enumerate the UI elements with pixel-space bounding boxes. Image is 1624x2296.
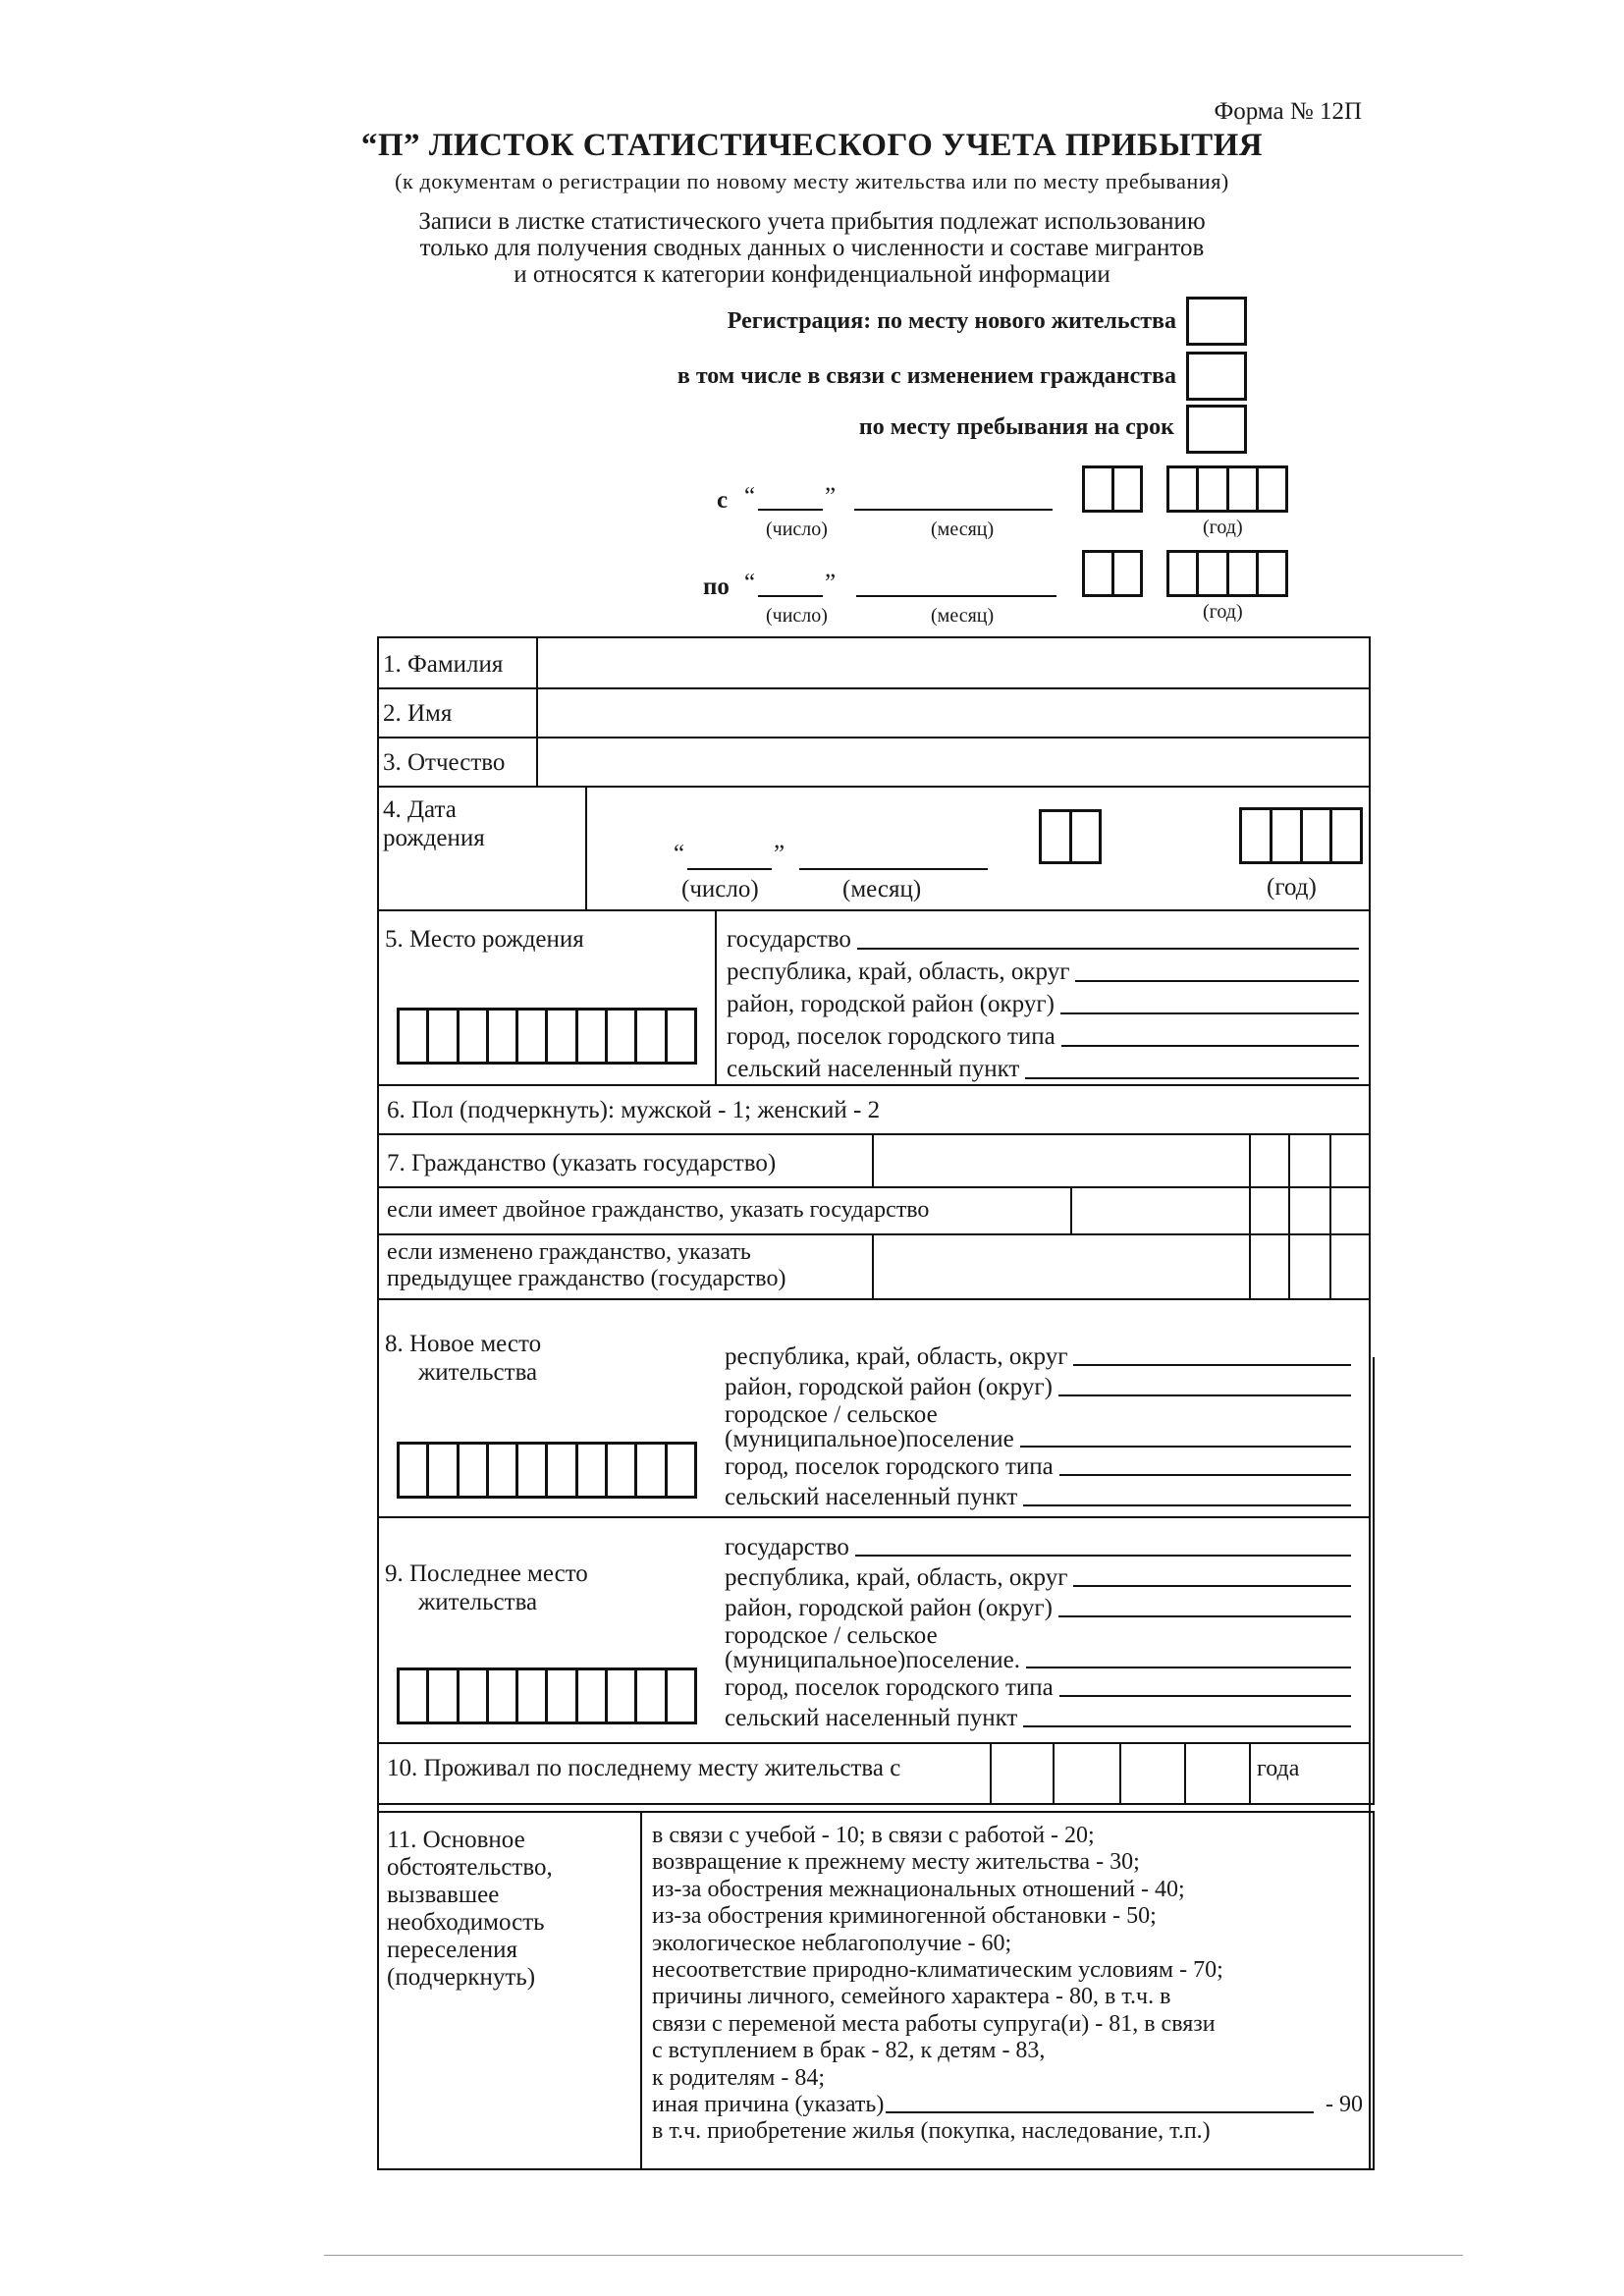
reason-option[interactable]: возвращение к прежнему месту жительства - 30;	[652, 1849, 1140, 1876]
registration-stay-label: по месту пребывания на срок	[858, 414, 1174, 440]
code-divider	[1329, 1133, 1331, 1298]
row-divider	[377, 909, 1371, 911]
new-residence-label	[385, 1330, 541, 1387]
reason-option[interactable]: к родителям - 84;	[652, 2064, 826, 2091]
line-blank[interactable]	[1023, 1504, 1351, 1506]
new-residence-line[interactable]	[725, 1427, 1357, 1451]
last-residence-line[interactable]	[725, 1532, 1357, 1562]
quote-close: ”	[774, 841, 785, 867]
reason-option[interactable]: в связи с учебой - 10; в связи с работой - 20;	[652, 1823, 1095, 1848]
birth-place-line[interactable]	[727, 956, 1365, 988]
from-prefix: с	[717, 487, 729, 514]
reason-options	[652, 1823, 1363, 2146]
new-residence-line[interactable]	[725, 1482, 1357, 1512]
name-label: 2. Имя	[383, 700, 453, 727]
birth-place-line[interactable]	[727, 923, 1365, 956]
birth-place-line[interactable]	[727, 988, 1365, 1020]
row-divider	[377, 1516, 1371, 1518]
birth-month-field[interactable]	[799, 868, 988, 870]
line-blank[interactable]	[1073, 1585, 1351, 1587]
line-label: район, городской район (округ)	[725, 1595, 1053, 1621]
reason-option[interactable]: причины личного, семейного характера - 80, в т.ч. в	[652, 1984, 1171, 2010]
notice-line: и относятся к категории конфиденциальной информации	[514, 261, 1110, 288]
registration-citizenship-label: в том числе в связи с изменением гражданства	[677, 363, 1176, 389]
reason-label-line: необходимость	[387, 1909, 545, 1936]
birth-day-caption: (число)	[681, 876, 759, 902]
quote-close: ”	[825, 570, 837, 596]
new-residence-label-line: 8. Новое место	[385, 1331, 542, 1357]
birth-month-caption: (месяц)	[842, 876, 922, 902]
new-residence-line[interactable]	[725, 1451, 1357, 1482]
birth-date-label-line: 4. Дата	[383, 796, 457, 823]
birth-place-label: 5. Место рождения	[385, 926, 584, 953]
form-subtitle: (к документам о регистрации по новому месту жительства или по месту пребывания)	[395, 169, 1229, 193]
new-residence-line[interactable]	[725, 1341, 1357, 1372]
from-day-caption: (число)	[766, 519, 828, 540]
last-residence-line[interactable]	[725, 1672, 1357, 1703]
other-reason-label: иная причина (указать)	[652, 2092, 885, 2118]
from-month-caption: (месяц)	[931, 519, 995, 540]
citizenship-field[interactable]	[874, 1135, 1247, 1186]
reason-label-line: 11. Основное	[387, 1827, 525, 1853]
line-label: государство	[727, 926, 851, 953]
form-title: “П” ЛИСТОК СТАТИСТИЧЕСКОГО УЧЕТА ПРИБЫТИЯ	[360, 128, 1264, 163]
from-year-cells[interactable]	[1166, 465, 1288, 513]
last-residence-line[interactable]	[725, 1593, 1357, 1623]
birth-place-lines	[727, 923, 1365, 1085]
to-day-caption: (число)	[766, 605, 828, 627]
changed-citizenship-line: предыдущее гражданство (государство)	[387, 1266, 786, 1291]
name-field[interactable]	[538, 689, 1369, 737]
notice-line: Записи в листке статистического учета прибытия подлежат использованию	[418, 208, 1206, 235]
dual-citizenship-field[interactable]	[1072, 1188, 1247, 1233]
last-residence-label	[385, 1559, 588, 1616]
birth-date-label	[383, 795, 485, 852]
sex-field[interactable]: 6. Пол (подчеркнуть): мужской - 1; женский - 2	[387, 1097, 881, 1123]
line-blank[interactable]	[1059, 1474, 1351, 1476]
line-blank[interactable]	[855, 1555, 1351, 1557]
last-residence-line[interactable]	[725, 1648, 1357, 1672]
line-label: город, поселок городского типа	[725, 1453, 1054, 1480]
line-label: республика, край, область, округ	[725, 1343, 1068, 1370]
table-bottom-border	[377, 2168, 1375, 2170]
line-label: сельский населенный пункт	[727, 1056, 1020, 1082]
surname-label: 1. Фамилия	[383, 651, 504, 678]
last-residence-lines	[725, 1532, 1357, 1733]
new-residence-label-line: жительства	[418, 1359, 538, 1386]
to-day-field[interactable]	[758, 595, 823, 597]
reason-label	[387, 1827, 553, 1992]
confidentiality-notice	[0, 208, 1624, 288]
last-residence-label-line: жительства	[418, 1589, 538, 1615]
line-blank[interactable]	[1058, 1615, 1351, 1617]
line-label: республика, край, область, округ	[727, 958, 1070, 985]
reason-label-line: вызвавшее	[387, 1882, 500, 1908]
line-label: (муниципальное)поселение	[725, 1426, 1014, 1452]
registration-new-residence-label: Регистрация: по месту нового жительства	[727, 308, 1176, 334]
divider	[640, 1811, 642, 2168]
other-reason-code: - 90	[1326, 2092, 1363, 2118]
from-month-cells[interactable]	[1082, 465, 1143, 513]
quote-close: ”	[825, 483, 837, 510]
table-left-border	[377, 636, 379, 2170]
birth-place-code-cells[interactable]	[397, 1008, 697, 1065]
row-divider	[377, 1084, 1371, 1086]
birth-day-field[interactable]	[687, 868, 772, 870]
line-blank[interactable]	[1060, 1012, 1359, 1014]
birth-place-line[interactable]	[727, 1053, 1365, 1085]
to-month-field[interactable]	[856, 595, 1056, 597]
to-month-cells[interactable]	[1082, 550, 1143, 597]
line-blank[interactable]	[1025, 1077, 1359, 1079]
birth-year-caption: (год)	[1267, 874, 1317, 901]
line-label: район, городской район (округ)	[725, 1374, 1053, 1400]
code-divider	[1249, 1133, 1251, 1298]
years-word: года	[1257, 1756, 1300, 1781]
registration-stay-checkbox[interactable]	[1186, 405, 1247, 454]
reason-option[interactable]: в т.ч. приобретение жилья (покупка, наследование, т.п.)	[652, 2118, 1211, 2145]
birth-year-cells[interactable]	[1239, 807, 1363, 864]
year-cell-divider	[1249, 1742, 1251, 1803]
row-divider	[377, 786, 1371, 788]
quote-open: “	[744, 570, 756, 596]
registration-citizenship-checkbox[interactable]	[1186, 352, 1247, 401]
dual-citizenship-label: если имеет двойное гражданство, указать государство	[387, 1197, 930, 1223]
line-label: (муниципальное)поселение.	[725, 1647, 1021, 1673]
form-number: Форма № 12П	[1214, 98, 1362, 125]
surname-field[interactable]	[538, 638, 1369, 687]
page-bottom-rule	[324, 2255, 1463, 2256]
line-label: республика, край, область, округ	[725, 1564, 1068, 1591]
other-reason-row[interactable]	[652, 2092, 1363, 2118]
from-year-caption: (год)	[1203, 517, 1243, 538]
divider	[585, 786, 587, 909]
quote-open: “	[674, 841, 685, 867]
reason-option[interactable]: из-за обострения криминогенной обстановки - 50;	[652, 1903, 1157, 1930]
from-month-field[interactable]	[854, 509, 1053, 511]
reason-right-border	[1373, 1811, 1375, 2168]
other-reason-field[interactable]	[886, 2111, 1314, 2113]
birth-date-label-line: рождения	[383, 825, 485, 851]
line-label: городское / сельское	[725, 1401, 938, 1428]
code-divider	[1288, 1133, 1290, 1298]
table-right-border	[1369, 636, 1371, 2170]
new-residence-lines	[725, 1341, 1357, 1512]
reason-label-line: обстоятельство,	[387, 1854, 553, 1881]
reason-option[interactable]: экологическое неблагополучие - 60;	[652, 1930, 1012, 1956]
line-label: городское / сельское	[725, 1622, 938, 1649]
to-prefix: по	[703, 574, 730, 600]
table-right-border-inner	[1373, 1357, 1375, 1805]
line-blank[interactable]	[1059, 1695, 1351, 1697]
to-year-caption: (год)	[1203, 601, 1243, 623]
line-blank[interactable]	[1073, 1364, 1351, 1366]
line-label: город, поселок городского типа	[727, 1023, 1056, 1050]
from-day-field[interactable]	[758, 509, 823, 511]
changed-citizenship-label	[387, 1239, 785, 1292]
birth-month-cells[interactable]	[1039, 809, 1102, 864]
line-blank[interactable]	[1026, 1667, 1351, 1668]
to-year-cells[interactable]	[1166, 550, 1288, 597]
lived-since-year-cells[interactable]	[992, 1744, 1249, 1803]
lived-since-label: 10. Проживал по последнему месту жительства с	[387, 1755, 901, 1781]
reason-top-border	[377, 1811, 1375, 1813]
line-blank[interactable]	[1061, 1045, 1359, 1047]
line-blank[interactable]	[1020, 1446, 1351, 1448]
citizenship-label: 7. Гражданство (указать государство)	[387, 1150, 777, 1176]
row-divider	[377, 1298, 1371, 1300]
to-month-caption: (месяц)	[931, 605, 995, 627]
line-label: сельский населенный пункт	[725, 1705, 1018, 1731]
line-label: сельский населенный пункт	[725, 1484, 1018, 1510]
registration-new-residence-checkbox[interactable]	[1186, 297, 1247, 346]
quote-open: “	[744, 483, 756, 510]
divider	[715, 909, 717, 1084]
reason-option[interactable]: из-за обострения межнациональных отношений - 40;	[652, 1876, 1185, 1902]
line-blank[interactable]	[1075, 980, 1359, 982]
notice-line: только для получения сводных данных о численности и составе мигрантов	[419, 235, 1205, 261]
birth-place-line[interactable]	[727, 1020, 1365, 1053]
reason-option[interactable]: с вступлением в брак - 82, к детям - 83,	[652, 2038, 1046, 2064]
changed-citizenship-line: если изменено гражданство, указать	[387, 1239, 751, 1265]
patronymic-field[interactable]	[538, 738, 1369, 786]
line-blank[interactable]	[1058, 1394, 1351, 1396]
changed-citizenship-field[interactable]	[874, 1235, 1247, 1298]
line-blank[interactable]	[857, 948, 1359, 950]
reason-option[interactable]: связи с переменой места работы супруга(и) - 81, в связи	[652, 2010, 1216, 2037]
last-residence-label-line: 9. Последнее место	[385, 1560, 588, 1587]
new-residence-line[interactable]	[725, 1372, 1357, 1402]
line-label: город, поселок городского типа	[725, 1674, 1054, 1701]
last-residence-line[interactable]	[725, 1562, 1357, 1593]
line-label: государство	[725, 1534, 849, 1560]
reason-option[interactable]: несоответствие природно-климатическим условиям - 70;	[652, 1957, 1223, 1984]
line-label: район, городской район (округ)	[727, 991, 1055, 1017]
patronymic-label: 3. Отчество	[383, 749, 506, 776]
new-residence-code-cells[interactable]	[397, 1442, 697, 1499]
row-divider	[377, 1803, 1375, 1805]
reason-label-line: переселения	[387, 1937, 518, 1963]
last-residence-line[interactable]	[725, 1703, 1357, 1733]
last-residence-code-cells[interactable]	[397, 1667, 697, 1724]
line-blank[interactable]	[1023, 1725, 1351, 1727]
reason-label-line: (подчеркнуть)	[387, 1964, 536, 1991]
